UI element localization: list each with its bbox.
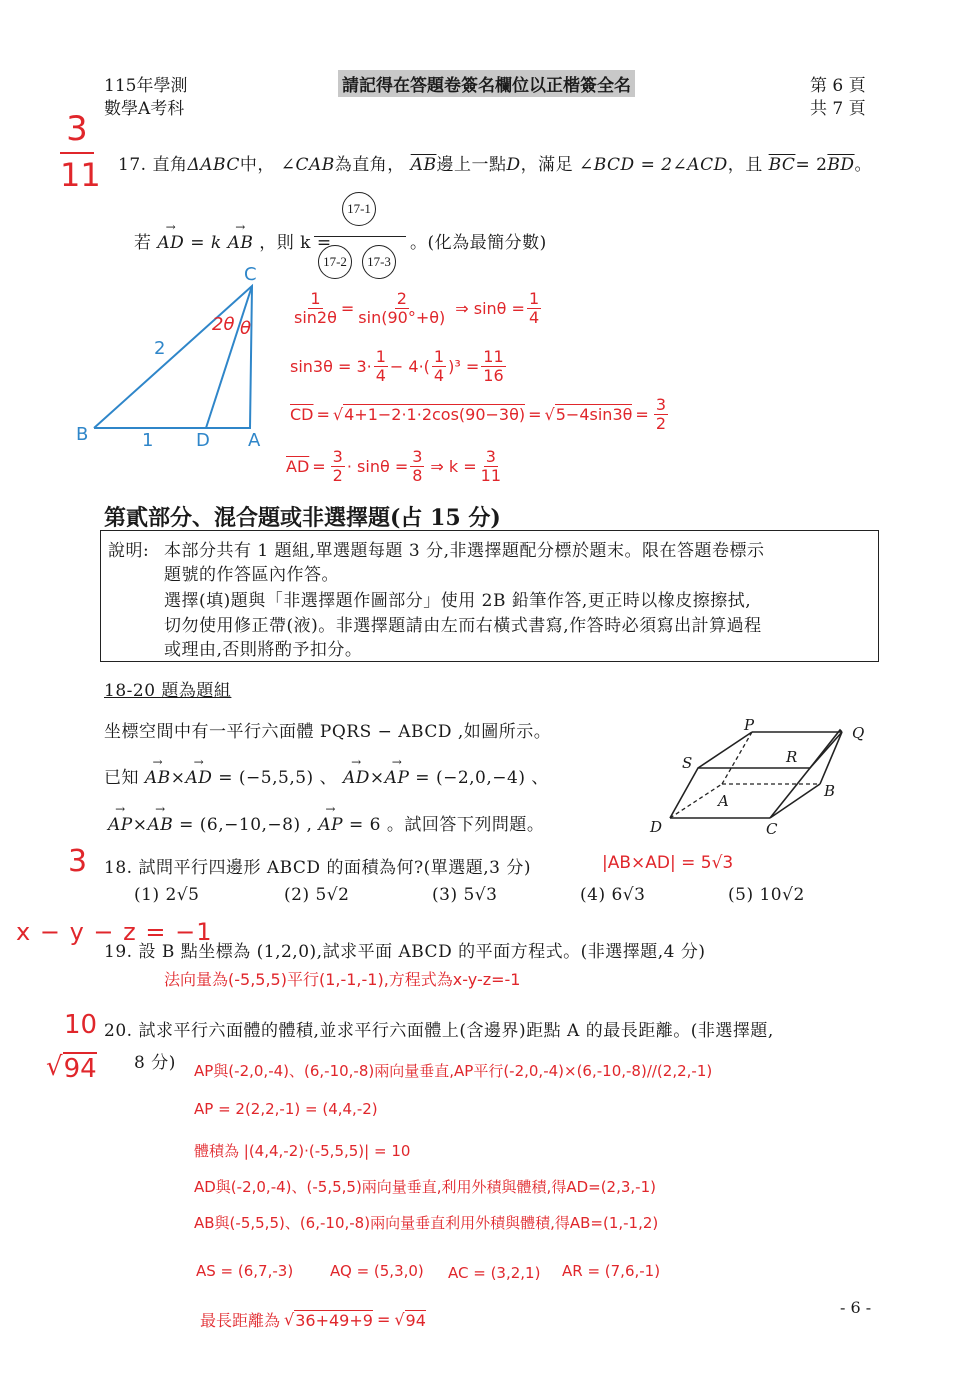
q20-statement-line1: 20. 試求平行六面體的體積,並求平行六面體上(含邊界)距點 A 的最長距離。(非選擇題, bbox=[104, 1021, 774, 1041]
q20-vector-ar: AR = (7,6,-1) bbox=[562, 1262, 661, 1280]
fig-label-a: A bbox=[718, 792, 729, 810]
fig-label-q: Q bbox=[852, 724, 865, 742]
q18-statement: 18. 試問平行四邊形 ABCD 的面積為何?(單選題,3 分) bbox=[104, 858, 531, 878]
q18-option-2[interactable]: (2) 5√2 bbox=[284, 885, 350, 905]
q20-score-volume: 10 bbox=[64, 1010, 98, 1040]
answer-fraction-bar bbox=[314, 236, 406, 237]
answer-box-17-1: 17-1 bbox=[342, 192, 376, 226]
edge-sp bbox=[698, 732, 752, 768]
q20-work-line2: AP = 2(2,2,-1) = (4,4,-2) bbox=[194, 1100, 378, 1118]
q20-work-line5: AB與(-5,5,5)、(6,-10,-8)兩向量垂直利用外積與體積,得AB=(1,-1,2) bbox=[194, 1214, 659, 1232]
group-stem-line2: 已知 → AB×→ AD = (−5,5,5) 、 → AD×→ AP = (−2,0,−4) 、 bbox=[104, 763, 549, 788]
answer-box-17-2: 17-2 bbox=[318, 245, 352, 279]
q20-work-line1: AP與(-2,0,-4)、(6,-10,-8)兩向量垂直,AP平行(-2,0,-4)×(6,-10,-8)//(2,2,-1) bbox=[194, 1062, 713, 1080]
q20-work-line3: 體積為 |(4,4,-2)·(-5,5,5)| = 10 bbox=[194, 1142, 411, 1160]
q18-option-4[interactable]: (4) 6√3 bbox=[580, 885, 646, 905]
q18-handwritten-answer: |AB×AD| = 5√3 bbox=[602, 853, 734, 873]
q18-option-5[interactable]: (5) 10√2 bbox=[728, 885, 805, 905]
q19-statement: 19. 設 B 點坐標為 (1,2,0),試求平面 ABCD 的平面方程式。(非選擇題,4 分) bbox=[104, 942, 706, 962]
instructions-label: 說明: bbox=[108, 541, 150, 561]
page-label: 第 6 頁 bbox=[810, 76, 866, 96]
fig-label-r: R bbox=[786, 748, 798, 766]
instructions-line-5: 或理由,否則將酌予扣分。 bbox=[164, 640, 363, 660]
tri-label-c: C bbox=[244, 264, 257, 285]
q20-vector-as: AS = (6,7,-3) bbox=[196, 1262, 294, 1280]
question-group-label: 18-20 題為題組 bbox=[104, 681, 232, 701]
q19-handwritten-answer: 法向量為(-5,5,5)平行(1,-1,-1),方程式為x-y-z=-1 bbox=[164, 970, 521, 989]
q20-score-distance: √ 94 bbox=[46, 1052, 97, 1084]
q20-work-final: 最長距離為 √ 36+49+9 = √ 94 bbox=[200, 1310, 426, 1330]
subject-label: 數學A考科 bbox=[104, 99, 185, 119]
fig-label-d: D bbox=[650, 818, 663, 836]
q18-option-1[interactable]: (1) 2√5 bbox=[134, 885, 200, 905]
instructions-line-3: 選擇(填)題與「非選擇題作圖部分」使用 2B 鉛筆作答,更正時以橡皮擦擦拭, bbox=[164, 591, 752, 611]
tri-label-a: A bbox=[248, 430, 261, 451]
q20-vector-ac: AC = (3,2,1) bbox=[448, 1264, 541, 1282]
edge-cb bbox=[770, 784, 820, 818]
fig-label-p: P bbox=[744, 716, 755, 734]
q18-score: 3 bbox=[68, 844, 88, 879]
q18-option-3[interactable]: (3) 5√3 bbox=[432, 885, 498, 905]
group-stem-line3: → AP×→ AB = (6,−10,−8) , → AP = 6 。試回答下列問題。 bbox=[108, 810, 544, 835]
fig-label-b: B bbox=[824, 782, 836, 800]
instructions-line-4: 切勿使用修正帶(液)。非選擇題請由左而右橫式書寫,作答時必須寫出計算過程 bbox=[164, 616, 762, 636]
work17-line2: sin3θ = 3· $\frac{1}{4}$ − 4·( $\frac{1}{4}$ )³ = $\frac{11}{16}$ bbox=[290, 347, 504, 385]
hidden-edge-da bbox=[670, 784, 722, 818]
tri-label-theta: θ bbox=[240, 318, 252, 339]
total-pages-label: 共 7 頁 bbox=[810, 99, 866, 119]
q17-score-numerator: 3 bbox=[66, 109, 88, 149]
work17-line1: $\frac{1}{\sin 2\theta}$ = $\frac{2}{\sin(90^\circ+\theta)}$ ⇒ sinθ = $\frac{1}{4}$ bbox=[294, 289, 540, 327]
tri-label-bd-length: 1 bbox=[142, 430, 154, 451]
work17-line3: $\overline{CD}$ = √ 4+1−2·1·2cos(90−3θ) = √ 5−4sin3θ = $\frac{3}{2}$ bbox=[290, 395, 666, 433]
exam-year: 115年學測 bbox=[104, 76, 188, 96]
q17-line2-suffix: 。(化為最簡分數) bbox=[410, 233, 547, 253]
fig-label-c: C bbox=[766, 820, 778, 838]
q20-statement-line2: 8 分) bbox=[134, 1053, 176, 1073]
hidden-edge-ap bbox=[722, 732, 752, 784]
tri-label-2theta: 2θ bbox=[212, 314, 235, 335]
q19-side-answer: x − y − z = −1 bbox=[16, 918, 213, 946]
work17-line4: $\overline{AD}$ = $\frac{3}{2}$ · sinθ = $\frac{3}{8}$ ⇒ k = $\frac{3}{11}$ bbox=[286, 447, 502, 485]
q17-line2: 若 → AD = k → AB ，則 k = bbox=[134, 228, 332, 253]
edge-rq bbox=[810, 732, 842, 768]
q20-vector-aq: AQ = (5,3,0) bbox=[330, 1262, 424, 1280]
q17-statement: 17. 直角ΔABC中， ∠CAB為直角， $\overline{AB}$邊上一點D，滿足 ∠BCD = 2∠ACD，且 $\overline{BC}= 2\overline{BD}$。 bbox=[118, 155, 873, 175]
instructions-line-2: 題號的作答區內作答。 bbox=[164, 565, 339, 585]
fig-label-s: S bbox=[682, 754, 693, 772]
q20-work-line4: AD與(-2,0,-4)、(-5,5,5)兩向量垂直,利用外積與體積,得AD=(2,3,-1) bbox=[194, 1178, 656, 1196]
part2-title: 第貳部分、混合題或非選擇題(占 15 分) bbox=[104, 505, 501, 531]
edge-qb bbox=[820, 732, 842, 784]
group-stem-line1: 坐標空間中有一平行六面體 PQRS − ABCD ,如圖所示。 bbox=[104, 722, 552, 742]
q17-score-denominator: 11 bbox=[60, 156, 101, 194]
instructions-line-1: 本部分共有 1 題組,單選題每題 3 分,非選擇題配分標於題末。限在答題卷標示 bbox=[164, 541, 765, 561]
page-number: - 6 - bbox=[840, 1298, 872, 1317]
top-back-edges bbox=[670, 730, 842, 818]
tri-label-bc-length: 2 bbox=[154, 338, 166, 359]
signature-banner: 請記得在答題卷簽名欄位以正楷簽全名 bbox=[338, 70, 635, 97]
edge-cr bbox=[770, 768, 810, 818]
q17-score-bar bbox=[60, 152, 94, 154]
tri-label-b: B bbox=[76, 424, 89, 445]
tri-label-d: D bbox=[196, 430, 210, 451]
answer-box-17-3: 17-3 bbox=[362, 245, 396, 279]
